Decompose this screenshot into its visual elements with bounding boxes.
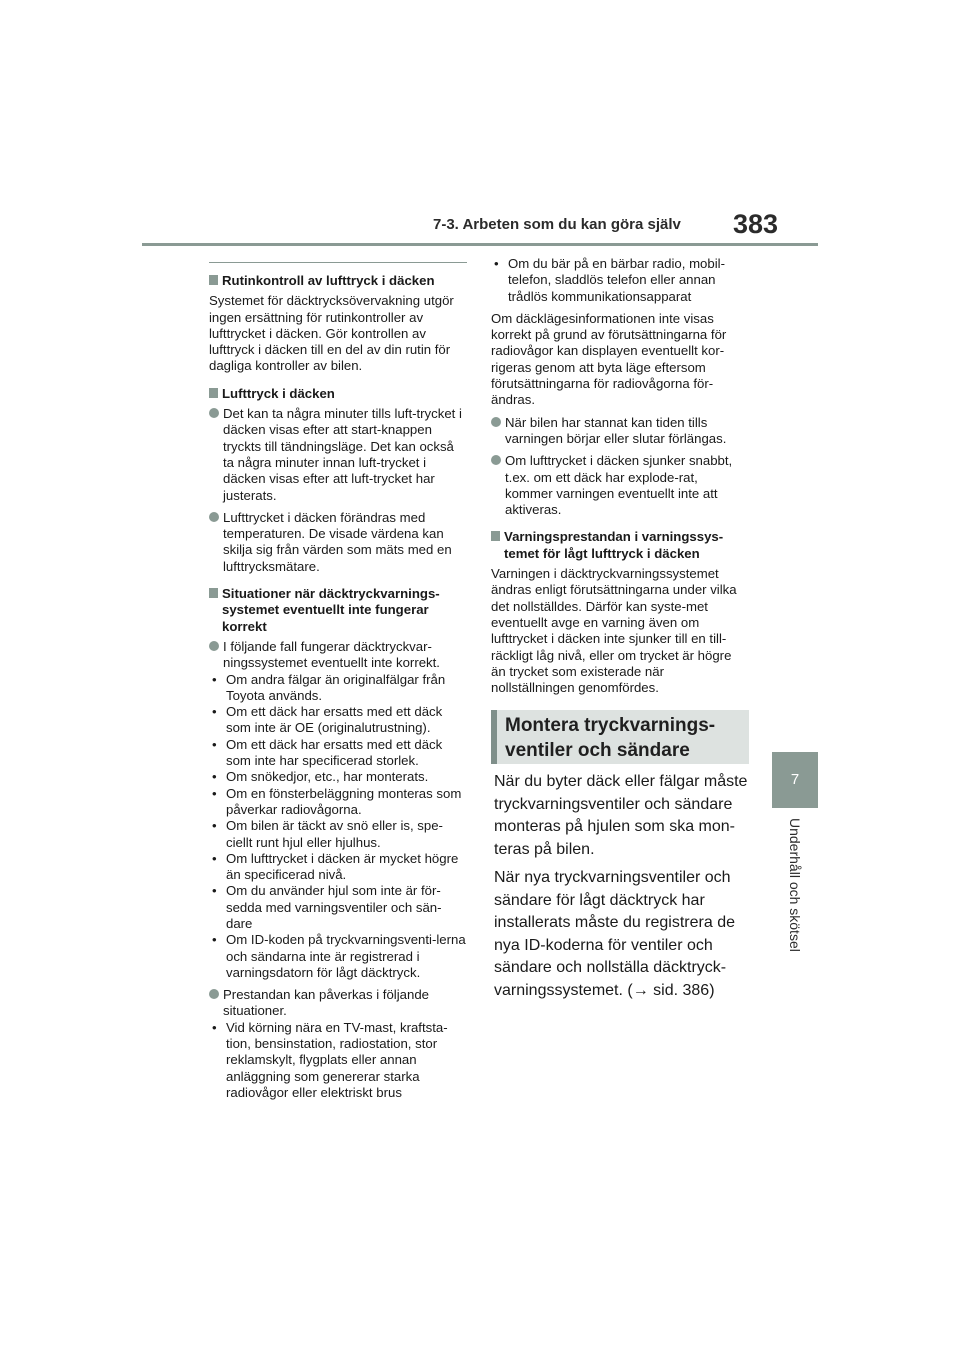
circle-bullet-item	[209, 639, 467, 672]
list-item: • Om ett däck har ersatts med ett däck som inte är OE (originalutrustning).	[209, 704, 467, 737]
left-column	[209, 262, 467, 1107]
heading-text: Rutinkontroll av lufttryck i däcken	[222, 273, 435, 288]
install-instructions	[494, 771, 756, 1008]
paragraph: När nya tryckvarningsventiler och sändare för lågt däcktryck har installerats måste du registrera de nya ID-koderna för ventiler och sändare och nollställa däcktryck-varningssystemet. (→ sid. 386)	[494, 869, 735, 999]
list-item: • Om andra fälgar än originalfälgar från Toyota används.	[209, 672, 467, 705]
chapter-label: Underhåll och skötsel	[787, 818, 803, 952]
situation-list	[209, 672, 467, 982]
list-item: • Vid körning nära en TV-mast, kraftsta-tion, bensinstation, radiostation, stor reklamskylt, flygplats eller annan anläggning som genererar starka radiovågor eller elektriskt brus	[209, 1020, 467, 1101]
heading-routine-check	[209, 273, 467, 289]
circle-bullet-item	[209, 406, 467, 504]
list-item: • Om snökedjor, etc., har monterats.	[209, 769, 467, 785]
interference-list-continued	[491, 256, 749, 305]
list-item: • Om bilen är täckt av snö eller is, spe-ciellt runt hjul eller hjulhus.	[209, 818, 467, 851]
right-column	[491, 256, 749, 702]
list-item: • Om lufttrycket i däcken är mycket högre än specificerad nivå.	[209, 851, 467, 884]
square-bullet-icon	[209, 588, 218, 598]
bullet-text: Prestandan kan påverkas i följande situationer.	[223, 987, 430, 1019]
page-number: 383	[733, 209, 779, 239]
bullet-text: Om lufttrycket i däcken sjunker snabbt, t.ex. om ett däck har explode-rat, kommer varningen eventuellt inte att aktiveras.	[505, 453, 733, 518]
circle-bullet-item	[209, 987, 467, 1020]
square-bullet-icon	[491, 531, 500, 541]
paragraph: Systemet för däcktrycksövervakning utgör ingen ersättning för rutinkontroller av lufttrycket i däcken. Gör kontrollen av lufttryck i däcken till en del av din rutin för dagliga kontroller av bilen.	[209, 293, 454, 374]
header-divider	[142, 243, 818, 246]
circle-bullet-icon	[209, 408, 219, 418]
chapter-tab[interactable]: 7	[772, 752, 818, 808]
bullet-text: Det kan ta några minuter tills luft-trycket i däcken visas efter att start-knappen tryckts till tändningsläge. Det kan också ta några minuter innan luft-trycket i däcken visas efter att luft-trycket har justerats.	[223, 406, 462, 503]
circle-bullet-icon	[491, 417, 501, 427]
list-item: • Om du bär på en bärbar radio, mobil-telefon, sladdlös telefon eller annan trådlös kommunikationsapparat	[491, 256, 749, 305]
bullet-text: När bilen har stannat kan tiden tills varningen börjar eller slutar förlängas.	[505, 414, 727, 446]
heading-text: Varningsprestandan i varningssys-temet för lågt lufttryck i däcken	[504, 529, 724, 561]
heading-situations	[209, 586, 467, 635]
circle-bullet-icon	[491, 455, 501, 465]
list-item: • Om ID-koden på tryckvarningsventi-lerna och sändarna inte är registrerad i varningsdatorn för lågt däcktryck.	[209, 932, 467, 981]
interference-list	[209, 1020, 467, 1101]
bullet-text: Lufttrycket i däcken förändras med temperaturen. De visade värdena kan skilja sig från värden som mäts med en lufttrycksmätare.	[223, 509, 452, 574]
circle-bullet-icon	[209, 512, 219, 522]
section-heading: Montera tryckvarnings-ventiler och sändare	[505, 715, 716, 761]
paragraph: Varningen i däcktryckvarningssystemet ändras enligt förutsättningarna under vilka det nollställdes. Därför kan syste-met eventuellt avge en varning även om lufttrycket i däcken inte sjunker till en till-räckligt låg nivå, eller om trycket är högre än trycket som existerade när nollställningen genomfördes.	[491, 566, 737, 696]
square-bullet-icon	[209, 388, 218, 398]
heading-text: Lufttryck i däcken	[222, 385, 335, 401]
heading-text: Situationer när däcktryckvarnings-systemet eventuellt inte fungerar korrekt	[222, 586, 440, 634]
circle-bullet-item	[491, 453, 749, 518]
paragraph: När du byter däck eller fälgar måste tryckvarningsventiler och sändare monteras på hjulen som ska mon-teras på bilen.	[494, 773, 748, 858]
circle-bullet-icon	[209, 989, 219, 999]
circle-bullet-icon	[209, 641, 219, 651]
list-item: • Om en fönsterbeläggning monteras som påverkar radiovågorna.	[209, 786, 467, 819]
heading-tire-pressure	[209, 386, 467, 402]
list-item: • Om du använder hjul som inte är för-sedda med varningsventiler och sän-dare	[209, 883, 467, 932]
section-title: 7-3. Arbeten som du kan göra själv	[433, 216, 681, 233]
square-bullet-icon	[209, 275, 218, 285]
list-item: • Om ett däck har ersatts med ett däck som inte har specificerad storlek.	[209, 737, 467, 770]
bullet-text: I följande fall fungerar däcktryckvar-ningssystemet eventuellt inte korrekt.	[223, 638, 440, 671]
circle-bullet-item	[491, 415, 749, 448]
heading-warning-performance	[491, 529, 749, 562]
paragraph: Om däcklägesinformationen inte visas korrekt på grund av förutsättningarna för radiovågor kan displayen eventuellt kor-rigeras genom att byta läge eftersom förutsättningarna för radiovågorna för-ändras.	[491, 310, 727, 408]
circle-bullet-item	[209, 510, 467, 575]
